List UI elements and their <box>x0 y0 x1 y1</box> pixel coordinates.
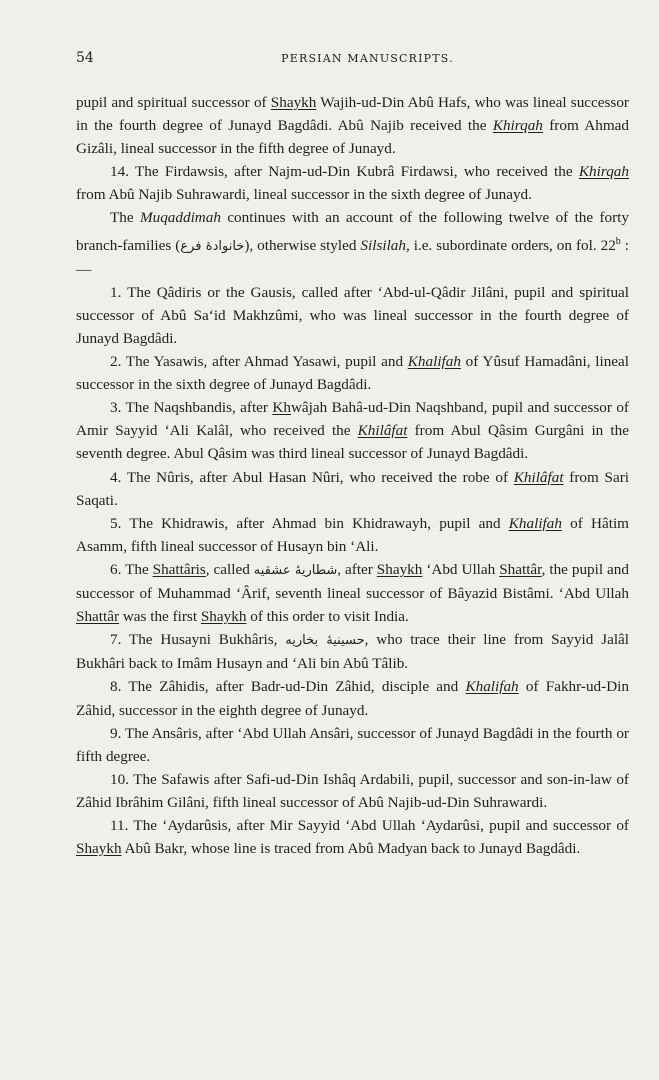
text-run: 7. The Husayni Bukhâris, <box>110 631 286 649</box>
paragraph <box>76 350 629 396</box>
text-run: , who trace their line from Sayyid Jalâl Bukhâri back to Imâm Husayn and ‘Ali bin Abû Tâlib. <box>76 631 629 673</box>
text-run: Khalifah <box>407 353 461 371</box>
text-run: The <box>110 209 140 227</box>
text-run: Shaykh <box>200 608 247 626</box>
text-run: ‘Abd Ullah <box>422 560 500 578</box>
text-run: was the first <box>119 608 201 626</box>
paragraph <box>76 160 629 206</box>
text-run: 1. The Qâdiris or the Gausis, called after ‘Abd-ul-Qâdir Jilâni, pupil and spiritual successor of Abû Sa‘id Makhzûmi, who was lineal successor in the fourth degree of Junayd Bagdâdi. <box>76 283 629 347</box>
text-run: :— <box>76 236 629 278</box>
text-run: , called <box>205 560 254 578</box>
text-run: from Sari Saqati. <box>76 468 629 509</box>
text-run: Khilâfat <box>513 468 564 486</box>
text-run: 5. The Khidrawis, after Ahmad bin Khidrawayh, pupil and <box>110 514 509 532</box>
text-run: Shaykh <box>270 94 317 111</box>
text-run: 4. The Nûris, after Abul Hasan Nûri, who received the robe of <box>110 468 514 486</box>
text-run: from Abû Najib Suhrawardi, lineal successor in the sixth degree of Junayd. <box>76 186 532 204</box>
text-run: , the pupil and successor of Muhammad ‘Ârif, seventh lineal successor of Bâyazid Bistâmi. ‘Abd Ullah <box>76 560 629 603</box>
text-run: , after <box>337 560 377 578</box>
paragraph <box>76 558 629 628</box>
text-run: Shaykh <box>76 840 122 858</box>
text-run: Khalifah <box>508 514 562 532</box>
text-run: wâjah Bahâ-ud-Din Naqshband, pupil and successor of Amir Sayyid ‘Ali Kalâl, who received the <box>76 399 629 440</box>
paragraph <box>76 814 629 860</box>
text-run: of Hâtim Asamm, fifth lineal successor of Husayn bin ‘Ali. <box>76 514 629 555</box>
arabic-term: خانوادهٔ فرع <box>180 238 245 254</box>
text-run: Shaykh <box>376 560 423 578</box>
text-run: Khirqah <box>578 163 629 181</box>
text-run: 6. The <box>110 560 153 578</box>
text-run: Shattâr <box>499 560 542 578</box>
arabic-term: شطاریهٔ عشقیه <box>253 562 338 578</box>
text-run: Khirqah <box>492 117 543 135</box>
text-run: of Yûsuf Hamadâni, lineal successor in the sixth degree of Junayd Bagdâdi. <box>76 353 629 394</box>
text-run: from Ahmad Gizâli, lineal successor in the fifth degree of Junayd. <box>76 117 629 158</box>
text-run: i.e. subordinate orders, on fol. 22 <box>409 236 616 254</box>
text-run: 9. The Ansâris, after ‘Abd Ullah Ansâri, successor of Junayd Bagdâdi in the fourth or fifth degree. <box>76 724 629 765</box>
paragraph <box>76 512 629 558</box>
running-title: PERSIAN MANUSCRIPTS. <box>281 52 454 65</box>
text-run: Kh <box>272 399 291 417</box>
text-run: Wajih-ud-Din Abû Hafs, who was lineal successor in the fourth degree of Junayd Bagdâdi. Abû Najib received the <box>76 94 629 135</box>
text-run: ), otherwise styled <box>244 236 361 254</box>
paragraph <box>76 206 629 280</box>
page-number: 54 <box>76 50 94 66</box>
paragraph <box>76 91 629 160</box>
text-run: pupil and spiritual successor of <box>76 94 271 111</box>
text-run: 8. The Zâhidis, after Badr-ud-Din Zâhid, disciple and <box>110 678 466 696</box>
text-run: 3. The Naqshbandis, after <box>110 399 273 417</box>
text-run: Abû Bakr, whose line is traced from Abû Madyan back to Junayd Bagdâdi. <box>121 840 581 858</box>
arabic-term: حسینیهٔ بخاریه <box>285 633 365 649</box>
paragraph <box>76 396 629 465</box>
text-run: Shattâris <box>152 560 206 578</box>
text-run: Khilâfat <box>357 422 408 440</box>
text-run: continues with an account of the following twelve of the forty branch-families ( <box>76 209 629 254</box>
body-text <box>76 91 629 860</box>
text-run: Silsilah, <box>360 236 410 254</box>
paragraph <box>76 675 629 721</box>
paragraph <box>76 466 629 512</box>
text-run: 11. The ‘Aydarûsis, after Mir Sayyid ‘Abd Ullah ‘Aydarûsi, pupil and successor of <box>110 816 629 834</box>
text-run: Muqaddimah <box>139 209 221 227</box>
text-run: of this order to visit India. <box>246 608 409 626</box>
text-run: of Fakhr-ud-Din Zâhid, successor in the eighth degree of Junayd. <box>76 678 629 719</box>
text-run: Shattâr <box>76 608 120 626</box>
running-head <box>76 50 629 72</box>
text-run: 10. The Safawis after Safi-ud-Din Ishâq Ardabili, pupil, successor and son-in-law of Zâhid Ibrâhim Gilâni, fifth lineal successor of Abû Najib-ud-Din Suhrawardi. <box>76 770 629 811</box>
text-run: 14. The Firdawsis, after Najm-ud-Din Kubrâ Firdawsi, who received the <box>110 163 579 181</box>
text-run: 2. The Yasawis, after Ahmad Yasawi, pupil and <box>110 353 408 371</box>
text-run: Khalifah <box>465 678 519 696</box>
text-run: b <box>615 235 621 247</box>
paragraph <box>76 722 629 768</box>
text-run: from Abul Qâsim Gurgâni in the seventh degree. Abul Qâsim was third lineal successor of Junayd Bagdâdi. <box>76 422 629 463</box>
paragraph <box>76 768 629 814</box>
paragraph <box>76 628 629 675</box>
paragraph <box>76 281 629 350</box>
